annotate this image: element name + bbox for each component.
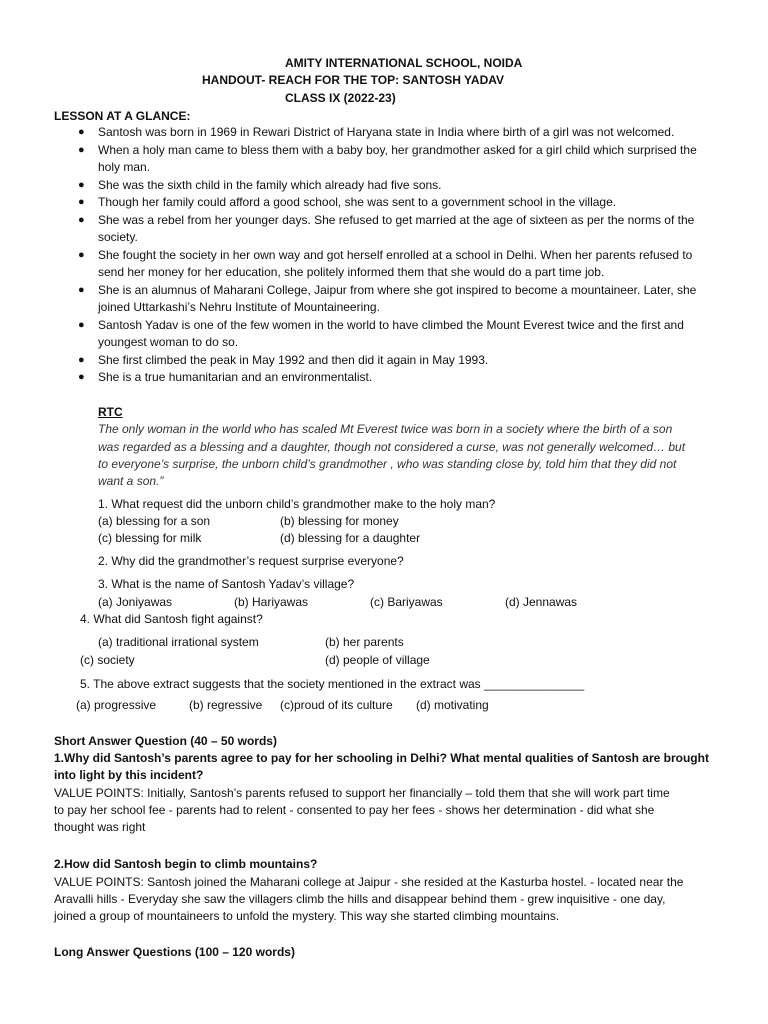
bullet-icon: ● xyxy=(78,143,85,156)
rtc-question-4: 4. What did Santosh fight against? xyxy=(80,612,263,626)
option-a: (a) Joniyawas xyxy=(98,595,173,609)
rtc-question-5: 5. The above extract suggests that the society mentioned in the extract was _______________ xyxy=(80,677,585,691)
short-answer-heading: Short Answer Question (40 – 50 words) xyxy=(54,734,277,748)
option-b: (b) her parents xyxy=(325,635,404,649)
bullet-icon: ● xyxy=(78,353,85,366)
value-points-1: VALUE POINTS: Initially, Santosh’s parents refused to support her financially – told them that she will work part time xyxy=(54,786,670,800)
rtc-extract-line: to everyone’s surprise, the unborn child’s grandmother , who was standing close by, told him that they did not xyxy=(98,457,677,471)
lesson-bullet-list xyxy=(78,124,718,387)
list-item: ● She first climbed the peak in May 1992 and then did it again in May 1993. xyxy=(78,352,718,370)
rtc-extract-line: The only woman in the world who has scaled Mt Everest twice was born in a society where the birth of a son xyxy=(98,422,673,436)
option-c: (c) blessing for milk xyxy=(98,531,202,545)
school-name: AMITY INTERNATIONAL SCHOOL, NOIDA xyxy=(285,56,523,70)
rtc-extract-line: was regarded as a blessing and a daughter, though not considered a curse, was not generally welcomed… but xyxy=(98,440,686,454)
list-item: ● When a holy man came to bless them with a baby boy, her grandmother asked for a girl child which surprised the holy man. xyxy=(78,142,697,174)
option-a: (a) blessing for a son xyxy=(98,514,211,528)
value-points-2: VALUE POINTS: Santosh joined the Maharani college at Jaipur - she resided at the Kasturba hostel. - located near the xyxy=(54,875,684,889)
rtc-question-3: 3. What is the name of Santosh Yadav’s village? xyxy=(98,577,355,591)
bullet-icon: ● xyxy=(78,248,85,261)
rtc-question-1: 1. What request did the unborn child’s grandmother make to the holy man? xyxy=(98,497,496,511)
list-item: ● She is a true humanitarian and an environmentalist. xyxy=(78,369,718,387)
lesson-heading: LESSON AT A GLANCE: xyxy=(54,109,191,123)
rtc-extract-line: want a son.” xyxy=(98,474,164,488)
short-answer-question-2: 2.How did Santosh begin to climb mountains? xyxy=(54,857,318,871)
value-points-1: to pay her school fee - parents had to relent - consented to pay her fees - shows her determination - did what she xyxy=(54,803,655,817)
list-item: ● Though her family could afford a good school, she was sent to a government school in the village. xyxy=(78,194,718,212)
option-b: (b) regressive xyxy=(189,698,263,712)
option-d: (d) motivating xyxy=(416,698,489,712)
option-a: (a) progressive xyxy=(76,698,157,712)
option-d: (d) Jennawas xyxy=(505,595,578,609)
bullet-icon: ● xyxy=(78,178,85,191)
handout-title: HANDOUT- REACH FOR THE TOP: SANTOSH YADAV xyxy=(202,73,505,87)
short-answer-question-1: 1.Why did Santosh’s parents agree to pay for her schooling in Delhi? What mental qualities of Santosh are brought xyxy=(54,751,709,765)
list-item: ● She was the sixth child in the family which already had five sons. xyxy=(78,177,718,195)
bullet-icon: ● xyxy=(78,318,85,331)
bullet-icon: ● xyxy=(78,371,85,383)
list-item: ● She is an alumnus of Maharani College, Jaipur from where she got inspired to become a mountaineer. Later, she joined Uttarkashi’s Nehru Institute of Mountaineering. xyxy=(78,282,697,314)
long-answer-heading: Long Answer Questions (100 – 120 words) xyxy=(54,945,295,959)
option-d: (d) blessing for a daughter xyxy=(280,531,421,545)
class-label: CLASS IX (2022-23) xyxy=(285,91,396,105)
option-d: (d) people of village xyxy=(325,653,430,667)
value-points-2: joined a group of mountaineers to unfold the mystery. This way she started climbing mountains. xyxy=(54,909,560,923)
bullet-icon: ● xyxy=(78,283,85,296)
value-points-2: Aravalli hills - Everyday she saw the villagers climb the hills and disappear behind them - grew inquisitive - one day, xyxy=(54,892,666,906)
list-item: ● She fought the society in her own way and got herself enrolled at a school in Delhi. When her parents refused to send her money for her education, she politely informed them that she would do a part time job. xyxy=(78,247,693,279)
list-item: ● She was a rebel from her younger days. She refused to get married at the age of sixteen as per the norms of the society. xyxy=(78,212,695,244)
option-c: (c) Bariyawas xyxy=(370,595,443,609)
option-a: (a) traditional irrational system xyxy=(98,635,259,649)
bullet-icon: ● xyxy=(78,126,85,138)
bullet-icon: ● xyxy=(78,196,85,208)
option-b: (b) Hariyawas xyxy=(234,595,309,609)
option-b: (b) blessing for money xyxy=(280,514,399,528)
short-answer-question-1: into light by this incident? xyxy=(54,768,204,782)
value-points-1: thought was right xyxy=(54,820,146,834)
bullet-icon: ● xyxy=(78,213,85,226)
option-c: (c) society xyxy=(80,653,135,667)
rtc-question-2: 2. Why did the grandmother’s request surprise everyone? xyxy=(98,554,404,568)
rtc-heading: RTC xyxy=(98,405,123,419)
list-item: ● Santosh was born in 1969 in Rewari District of Haryana state in India where birth of a girl was not welcomed. xyxy=(78,124,718,142)
option-c: (c)proud of its culture xyxy=(280,698,393,712)
list-item: ● Santosh Yadav is one of the few women in the world to have climbed the Mount Everest twice and the first and youngest woman to do so. xyxy=(78,317,684,349)
